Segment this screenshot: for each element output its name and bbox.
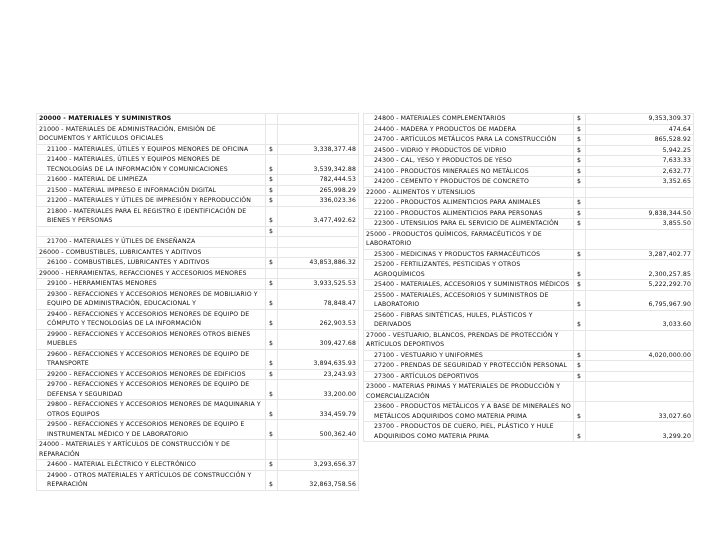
account-label — [37, 226, 266, 237]
table-row — [364, 208, 694, 219]
table-row — [37, 237, 359, 248]
table-row — [37, 226, 359, 237]
account-label: 21800 - MATERIALES PARA EL REGISTRO E IDENTIFICACIÓN DE BIENES Y PERSONAS — [37, 206, 266, 226]
currency-symbol: $ — [266, 470, 278, 490]
account-label: 24000 - MATERIALES Y ARTÍCULOS DE CONSTRUCCIÓN Y DE REPARACIÓN — [37, 440, 266, 460]
table-row — [37, 144, 359, 155]
account-label: 21500 - MATERIAL IMPRESO E INFORMACIÓN DIGITAL — [37, 185, 266, 196]
amount-value: 4,020,000.00 — [586, 350, 694, 361]
account-label: 29000 - HERRAMIENTAS, REFACCIONES Y ACCESORIOS MENORES — [37, 268, 266, 279]
amount-value — [586, 187, 694, 198]
amount-value — [586, 361, 694, 372]
amount-value: 78,848.47 — [278, 289, 359, 309]
account-label: 24600 - MATERIAL ELÉCTRICO Y ELECTRÓNICO — [37, 460, 266, 471]
table-row — [37, 400, 359, 420]
table-row — [37, 155, 359, 175]
account-label: 25500 - MATERIALES, ACCESORIOS Y SUMINISTROS DE LABORATORIO — [364, 290, 574, 310]
currency-symbol — [266, 247, 278, 258]
table-row — [37, 279, 359, 290]
currency-symbol — [574, 330, 586, 350]
table-row — [364, 177, 694, 188]
amount-value: 865,528.92 — [586, 135, 694, 146]
account-label: 20000 - MATERIALES Y SUMINISTROS — [37, 114, 266, 125]
table-row — [364, 114, 694, 125]
currency-symbol: $ — [266, 329, 278, 349]
currency-symbol: $ — [266, 349, 278, 369]
account-label: 22000 - ALIMENTOS Y UTENSILIOS — [364, 187, 574, 198]
currency-symbol: $ — [266, 155, 278, 175]
table-row — [37, 309, 359, 329]
table-row — [37, 369, 359, 380]
currency-symbol: $ — [266, 196, 278, 207]
account-label: 22100 - PRODUCTOS ALIMENTICIOS PARA PERSONAS — [364, 208, 574, 219]
account-label: 29300 - REFACCIONES Y ACCESORIOS MENORES DE MOBILIARIO Y EQUIPO DE ADMINISTRACIÓN, EDUCACIONAL Y — [37, 289, 266, 309]
currency-symbol: $ — [266, 206, 278, 226]
amount-value: 265,998.29 — [278, 185, 359, 196]
table-row — [364, 310, 694, 330]
amount-value: 32,863,758.56 — [278, 470, 359, 490]
account-label: 23700 - PRODUCTOS DE CUERO, PIEL, PLÁSTICO Y HULE ADQUIRIDOS COMO MATERIA PRIMA — [364, 422, 574, 442]
currency-symbol: $ — [574, 177, 586, 188]
account-label: 27300 - ARTÍCULOS DEPORTIVOS — [364, 371, 574, 382]
amount-value: 309,427.68 — [278, 329, 359, 349]
currency-symbol: $ — [574, 280, 586, 291]
account-label: 22300 - UTENSILIOS PARA EL SERVICIO DE ALIMENTACIÓN — [364, 219, 574, 230]
table-row — [37, 380, 359, 400]
amount-value — [278, 268, 359, 279]
currency-symbol: $ — [574, 402, 586, 422]
account-label: 21100 - MATERIALES, ÚTILES Y EQUIPOS MENORES DE OFICINA — [37, 144, 266, 155]
amount-value: 5,222,292.70 — [586, 280, 694, 291]
currency-symbol: $ — [574, 422, 586, 442]
amount-value: 3,894,635.93 — [278, 349, 359, 369]
account-label: 23000 - MATERIAS PRIMAS Y MATERIALES DE PRODUCCIÓN Y COMERCIALIZACIÓN — [364, 382, 574, 402]
currency-symbol — [266, 440, 278, 460]
amount-value: 474.64 — [586, 124, 694, 135]
account-label: 25000 - PRODUCTOS QUÍMICOS, FARMACÉUTICOS Y DE LABORATORIO — [364, 229, 574, 249]
currency-symbol: $ — [574, 156, 586, 167]
account-label: 29800 - REFACCIONES Y ACCESORIOS MENORES DE MAQUINARIA Y OTROS EQUIPOS — [37, 400, 266, 420]
account-label: 25400 - MATERIALES, ACCESORIOS Y SUMINISTROS MÉDICOS — [364, 280, 574, 291]
amount-value: 3,933,525.53 — [278, 279, 359, 290]
table-row — [364, 422, 694, 442]
table-row — [37, 349, 359, 369]
amount-value: 782,444.53 — [278, 175, 359, 186]
currency-symbol: $ — [266, 460, 278, 471]
account-label: 21700 - MATERIALES Y ÚTILES DE ENSEÑANZA — [37, 237, 266, 248]
account-label: 25300 - MEDICINAS Y PRODUCTOS FARMACÉUTICOS — [364, 249, 574, 260]
table-row — [364, 260, 694, 280]
account-label: 29700 - REFACCIONES Y ACCESORIOS MENORES DE EQUIPO DE DEFENSA Y SEGURIDAD — [37, 380, 266, 400]
account-label: 26000 - COMBUSTIBLES, LUBRICANTES Y ADITIVOS — [37, 247, 266, 258]
currency-symbol — [266, 237, 278, 248]
table-row — [364, 280, 694, 291]
account-label: 24200 - CEMENTO Y PRODUCTOS DE CONCRETO — [364, 177, 574, 188]
amount-value: 3,477,492.62 — [278, 206, 359, 226]
account-label: 24800 - MATERIALES COMPLEMENTARIOS — [364, 114, 574, 125]
table-row — [37, 420, 359, 440]
account-label: 24300 - CAL, YESO Y PRODUCTOS DE YESO — [364, 156, 574, 167]
account-label: 21400 - MATERIALES, ÚTILES Y EQUIPOS MENORES DE TECNOLOGÍAS DE LA INFORMACIÓN Y COMUNICACIONES — [37, 155, 266, 175]
amount-value: 3,855.50 — [586, 219, 694, 230]
account-label: 26100 - COMBUSTIBLES, LUBRICANTES Y ADITIVOS — [37, 258, 266, 269]
table-row — [364, 124, 694, 135]
amount-value — [586, 229, 694, 249]
currency-symbol — [574, 229, 586, 249]
table-row — [364, 135, 694, 146]
currency-symbol: $ — [574, 371, 586, 382]
amount-value: 6,795,967.90 — [586, 290, 694, 310]
currency-symbol — [574, 187, 586, 198]
amount-value: 2,632.77 — [586, 166, 694, 177]
account-label: 27100 - VESTUARIO Y UNIFORMES — [364, 350, 574, 361]
table-row — [37, 247, 359, 258]
table-row — [364, 219, 694, 230]
amount-value — [586, 330, 694, 350]
table-row — [364, 382, 694, 402]
currency-symbol: $ — [266, 258, 278, 269]
table-row — [364, 402, 694, 422]
left-budget-table — [36, 113, 359, 491]
table-row — [37, 206, 359, 226]
account-label: 22200 - PRODUCTOS ALIMENTICIOS PARA ANIMALES — [364, 198, 574, 209]
table-row — [37, 175, 359, 186]
account-label: 27200 - PRENDAS DE SEGURIDAD Y PROTECCIÓN PERSONAL — [364, 361, 574, 372]
currency-symbol: $ — [574, 361, 586, 372]
currency-symbol: $ — [266, 420, 278, 440]
table-row — [37, 185, 359, 196]
currency-symbol: $ — [574, 350, 586, 361]
account-label: 24100 - PRODUCTOS MINERALES NO METÁLICOS — [364, 166, 574, 177]
currency-symbol: $ — [266, 144, 278, 155]
currency-symbol: $ — [574, 198, 586, 209]
amount-value: 9,353,309.37 — [586, 114, 694, 125]
table-row — [37, 470, 359, 490]
account-label: 21600 - MATERIAL DE LIMPIEZA — [37, 175, 266, 186]
table-row — [364, 290, 694, 310]
amount-value — [278, 237, 359, 248]
currency-symbol: $ — [266, 279, 278, 290]
table-row — [364, 156, 694, 167]
amount-value — [278, 226, 359, 237]
amount-value: 262,903.53 — [278, 309, 359, 329]
account-label: 29900 - REFACCIONES Y ACCESORIOS MENORES OTROS BIENES MUEBLES — [37, 329, 266, 349]
table-row — [37, 258, 359, 269]
currency-symbol: $ — [574, 260, 586, 280]
amount-value: 3,293,656.37 — [278, 460, 359, 471]
currency-symbol: $ — [266, 226, 278, 237]
table-row — [364, 350, 694, 361]
amount-value — [586, 198, 694, 209]
table-row — [364, 166, 694, 177]
amount-value — [278, 124, 359, 144]
table-row — [37, 289, 359, 309]
amount-value: 23,243.93 — [278, 369, 359, 380]
amount-value: 3,287,402.77 — [586, 249, 694, 260]
amount-value: 3,299.20 — [586, 422, 694, 442]
currency-symbol: $ — [266, 175, 278, 186]
table-row — [37, 460, 359, 471]
table-row — [364, 145, 694, 156]
left-table-body — [37, 114, 359, 491]
right-table-body — [364, 114, 694, 442]
account-label: 21000 - MATERIALES DE ADMINISTRACIÓN, EMISIÓN DE DOCUMENTOS Y ARTÍCULOS OFICIALES — [37, 124, 266, 144]
amount-value: 5,942.25 — [586, 145, 694, 156]
table-row — [37, 114, 359, 125]
account-label: 29500 - REFACCIONES Y ACCESORIOS MENORES DE EQUIPO E INSTRUMENTAL MÉDICO Y DE LABORATORIO — [37, 420, 266, 440]
amount-value — [586, 382, 694, 402]
table-row — [364, 361, 694, 372]
currency-symbol: $ — [266, 289, 278, 309]
table-row — [364, 249, 694, 260]
account-label: 21200 - MATERIALES Y ÚTILES DE IMPRESIÓN Y REPRODUCCIÓN — [37, 196, 266, 207]
amount-value: 500,362.40 — [278, 420, 359, 440]
amount-value: 3,539,342.88 — [278, 155, 359, 175]
table-row — [364, 198, 694, 209]
currency-symbol: $ — [574, 249, 586, 260]
currency-symbol: $ — [574, 124, 586, 135]
currency-symbol: $ — [574, 219, 586, 230]
amount-value: 334,459.79 — [278, 400, 359, 420]
currency-symbol: $ — [574, 208, 586, 219]
table-row — [37, 440, 359, 460]
account-label: 24400 - MADERA Y PRODUCTOS DE MADERA — [364, 124, 574, 135]
amount-value: 3,338,377.48 — [278, 144, 359, 155]
amount-value: 3,352.65 — [586, 177, 694, 188]
currency-symbol: $ — [266, 309, 278, 329]
account-label: 25600 - FIBRAS SINTÉTICAS, HULES, PLÁSTICOS Y DERIVADOS — [364, 310, 574, 330]
amount-value: 9,838,344.50 — [586, 208, 694, 219]
currency-symbol — [266, 268, 278, 279]
currency-symbol: $ — [266, 400, 278, 420]
table-row — [37, 196, 359, 207]
account-label: 24500 - VIDRIO Y PRODUCTOS DE VIDRIO — [364, 145, 574, 156]
amount-value: 33,027.60 — [586, 402, 694, 422]
account-label: 24700 - ARTÍCULOS METÁLICOS PARA LA CONSTRUCCIÓN — [364, 135, 574, 146]
amount-value — [278, 247, 359, 258]
currency-symbol — [574, 382, 586, 402]
table-row — [364, 187, 694, 198]
amount-value — [278, 440, 359, 460]
amount-value: 43,853,886.32 — [278, 258, 359, 269]
account-label: 23600 - PRODUCTOS METÁLICOS Y A BASE DE MINERALES NO METÁLICOS ADQUIRIDOS COMO MATERIA PRIMA — [364, 402, 574, 422]
amount-value: 2,300,257.85 — [586, 260, 694, 280]
amount-value: 33,200.00 — [278, 380, 359, 400]
account-label: 24900 - OTROS MATERIALES Y ARTÍCULOS DE CONSTRUCCIÓN Y REPARACIÓN — [37, 470, 266, 490]
account-label: 29100 - HERRAMIENTAS MENORES — [37, 279, 266, 290]
currency-symbol: $ — [574, 166, 586, 177]
account-label: 29400 - REFACCIONES Y ACCESORIOS MENORES DE EQUIPO DE CÓMPUTO Y TECNOLOGÍAS DE LA INFORMACIÓN — [37, 309, 266, 329]
currency-symbol — [266, 114, 278, 125]
table-row — [37, 124, 359, 144]
account-label: 27000 - VESTUARIO, BLANCOS, PRENDAS DE PROTECCIÓN Y ARTÍCULOS DEPORTIVOS — [364, 330, 574, 350]
currency-symbol — [266, 124, 278, 144]
account-label: 29200 - REFACCIONES Y ACCESORIOS MENORES DE EDIFICIOS — [37, 369, 266, 380]
account-label: 25200 - FERTILIZANTES, PESTICIDAS Y OTROS AGROQUÍMICOS — [364, 260, 574, 280]
currency-symbol: $ — [574, 114, 586, 125]
currency-symbol: $ — [574, 135, 586, 146]
table-row — [364, 229, 694, 249]
table-row — [364, 330, 694, 350]
account-label: 29600 - REFACCIONES Y ACCESORIOS MENORES DE EQUIPO DE TRANSPORTE — [37, 349, 266, 369]
amount-value: 336,023.36 — [278, 196, 359, 207]
amount-value — [586, 371, 694, 382]
amount-value: 7,633.33 — [586, 156, 694, 167]
currency-symbol: $ — [574, 145, 586, 156]
currency-symbol: $ — [266, 185, 278, 196]
currency-symbol: $ — [574, 290, 586, 310]
table-row — [364, 371, 694, 382]
table-row — [37, 329, 359, 349]
table-row — [37, 268, 359, 279]
currency-symbol: $ — [266, 369, 278, 380]
currency-symbol: $ — [266, 380, 278, 400]
currency-symbol: $ — [574, 310, 586, 330]
amount-value: 3,033.60 — [586, 310, 694, 330]
amount-value — [278, 114, 359, 125]
right-budget-table — [363, 113, 694, 442]
